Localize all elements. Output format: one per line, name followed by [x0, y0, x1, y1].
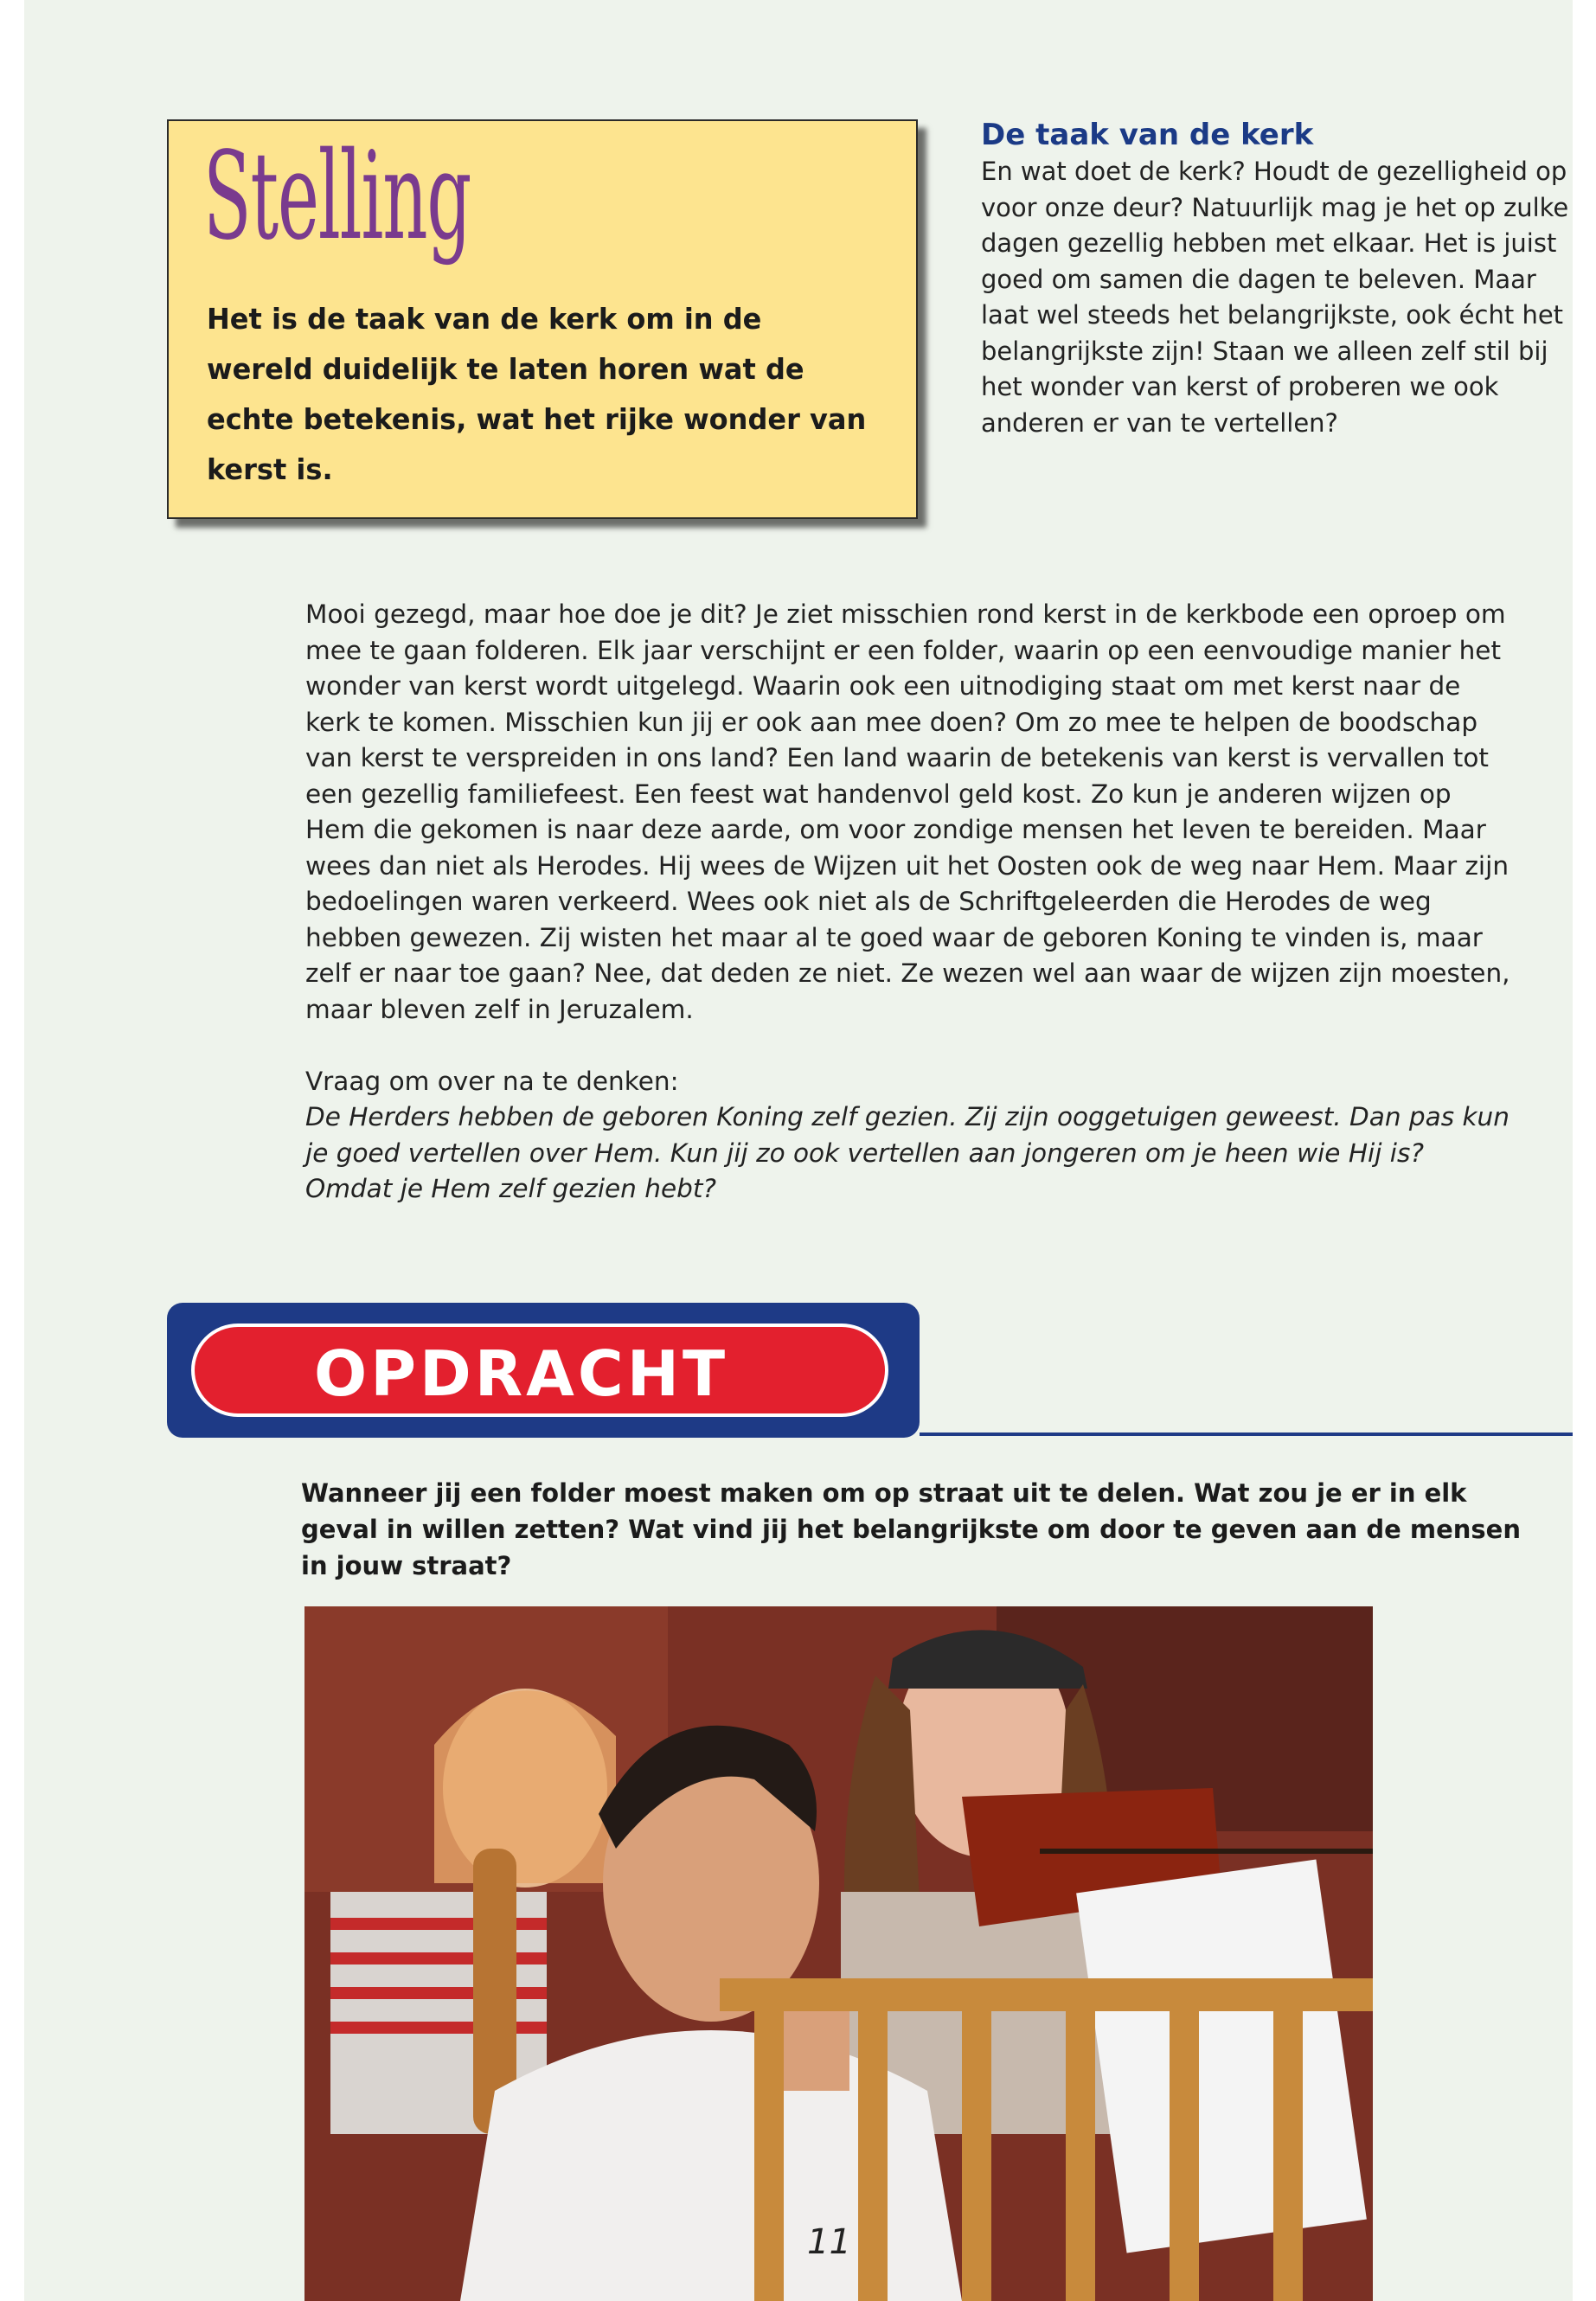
question-label: Vraag om over na te denken:: [305, 1066, 679, 1096]
opdracht-banner-label: OPDRACHT: [314, 1337, 729, 1410]
taak-heading: De taak van de kerk: [981, 118, 1314, 152]
stelling-title: Stelling: [203, 126, 471, 267]
musicians-photo: [304, 1606, 1373, 2301]
stelling-box: [167, 119, 918, 519]
opdracht-pill: [191, 1324, 888, 1417]
taak-text: En wat doet de kerk? Houdt de gezelligheid op voor onze deur? Natuurlijk mag je het op zulke dagen gezellig hebben met elkaar. Het is juist goed om samen die dagen te beleven. Maar laat wel steeds het belangrijkste, ook écht het belangrijkste zijn! Staan we alleen zelf stil bij het wonder van kerst of proberen we ook anderen er van te vertellen?: [981, 157, 1569, 438]
taak-section: [981, 116, 1569, 441]
opdracht-banner: [167, 1303, 920, 1438]
page-number: 11: [807, 2222, 851, 2262]
question-text: De Herders hebben de geboren Koning zelf gezien. Zij zijn ooggetuigen geweest. Dan pas kun je goed vertellen over Hem. Kun jij zo ook vertellen aan jongeren om je heen wie Hij is? Omdat je Hem zelf gezien hebt?: [305, 1102, 1509, 1203]
photo-illustration: [304, 1606, 1373, 2301]
banner-rule: [920, 1433, 1573, 1436]
opdracht-text: Wanneer jij een folder moest maken om op straat uit te delen. Wat zou je er in elk geval in willen zetten? Wat vind jij het belangrijkste om door te geven aan de mensen in jouw straat?: [301, 1478, 1521, 1580]
body-paragraph: Mooi gezegd, maar hoe doe je dit? Je ziet misschien rond kerst in de kerkbode een oproep om mee te gaan folderen. Elk jaar verschijnt er een folder, waarin op een eenvoudige manier het wonder van kerst wordt uitgelegd. Waarin ook een uitnodiging staat om met kerst naar de kerk te komen. Misschien kun jij er ook aan mee doen? Om zo mee te helpen de boodschap van kerst te verspreiden in ons land? Een land waarin de betekenis van kerst is vervallen tot een gezellig familiefeest. Een feest wat handenvol geld kost. Zo kun je anderen wijzen op Hem die gekomen is naar deze aarde, om voor zondige mensen het leven te bereiden. Maar wees dan niet als Herodes. Hij wees de Wijzen uit het Oosten ook de weg naar Hem. Maar zijn bedoelingen waren verkeerd. Wees ook niet als de Schriftgeleerden die Herodes de weg hebben gewezen. Zij wisten het maar al te goed waar de geboren Koning te vinden is, maar zelf er naar toe gaan? Nee, dat deden ze niet. Ze wezen wel aan waar de wijzen zijn moesten, maar bleven zelf in Jeruzalem.: [305, 599, 1510, 1024]
stelling-statement: Het is de taak van de kerk om in de wereld duidelijk te laten horen wat de echte betekenis, wat het rijke wonder van kerst is.: [207, 302, 867, 486]
page: [24, 0, 1573, 2301]
body-text: [305, 597, 1516, 1208]
